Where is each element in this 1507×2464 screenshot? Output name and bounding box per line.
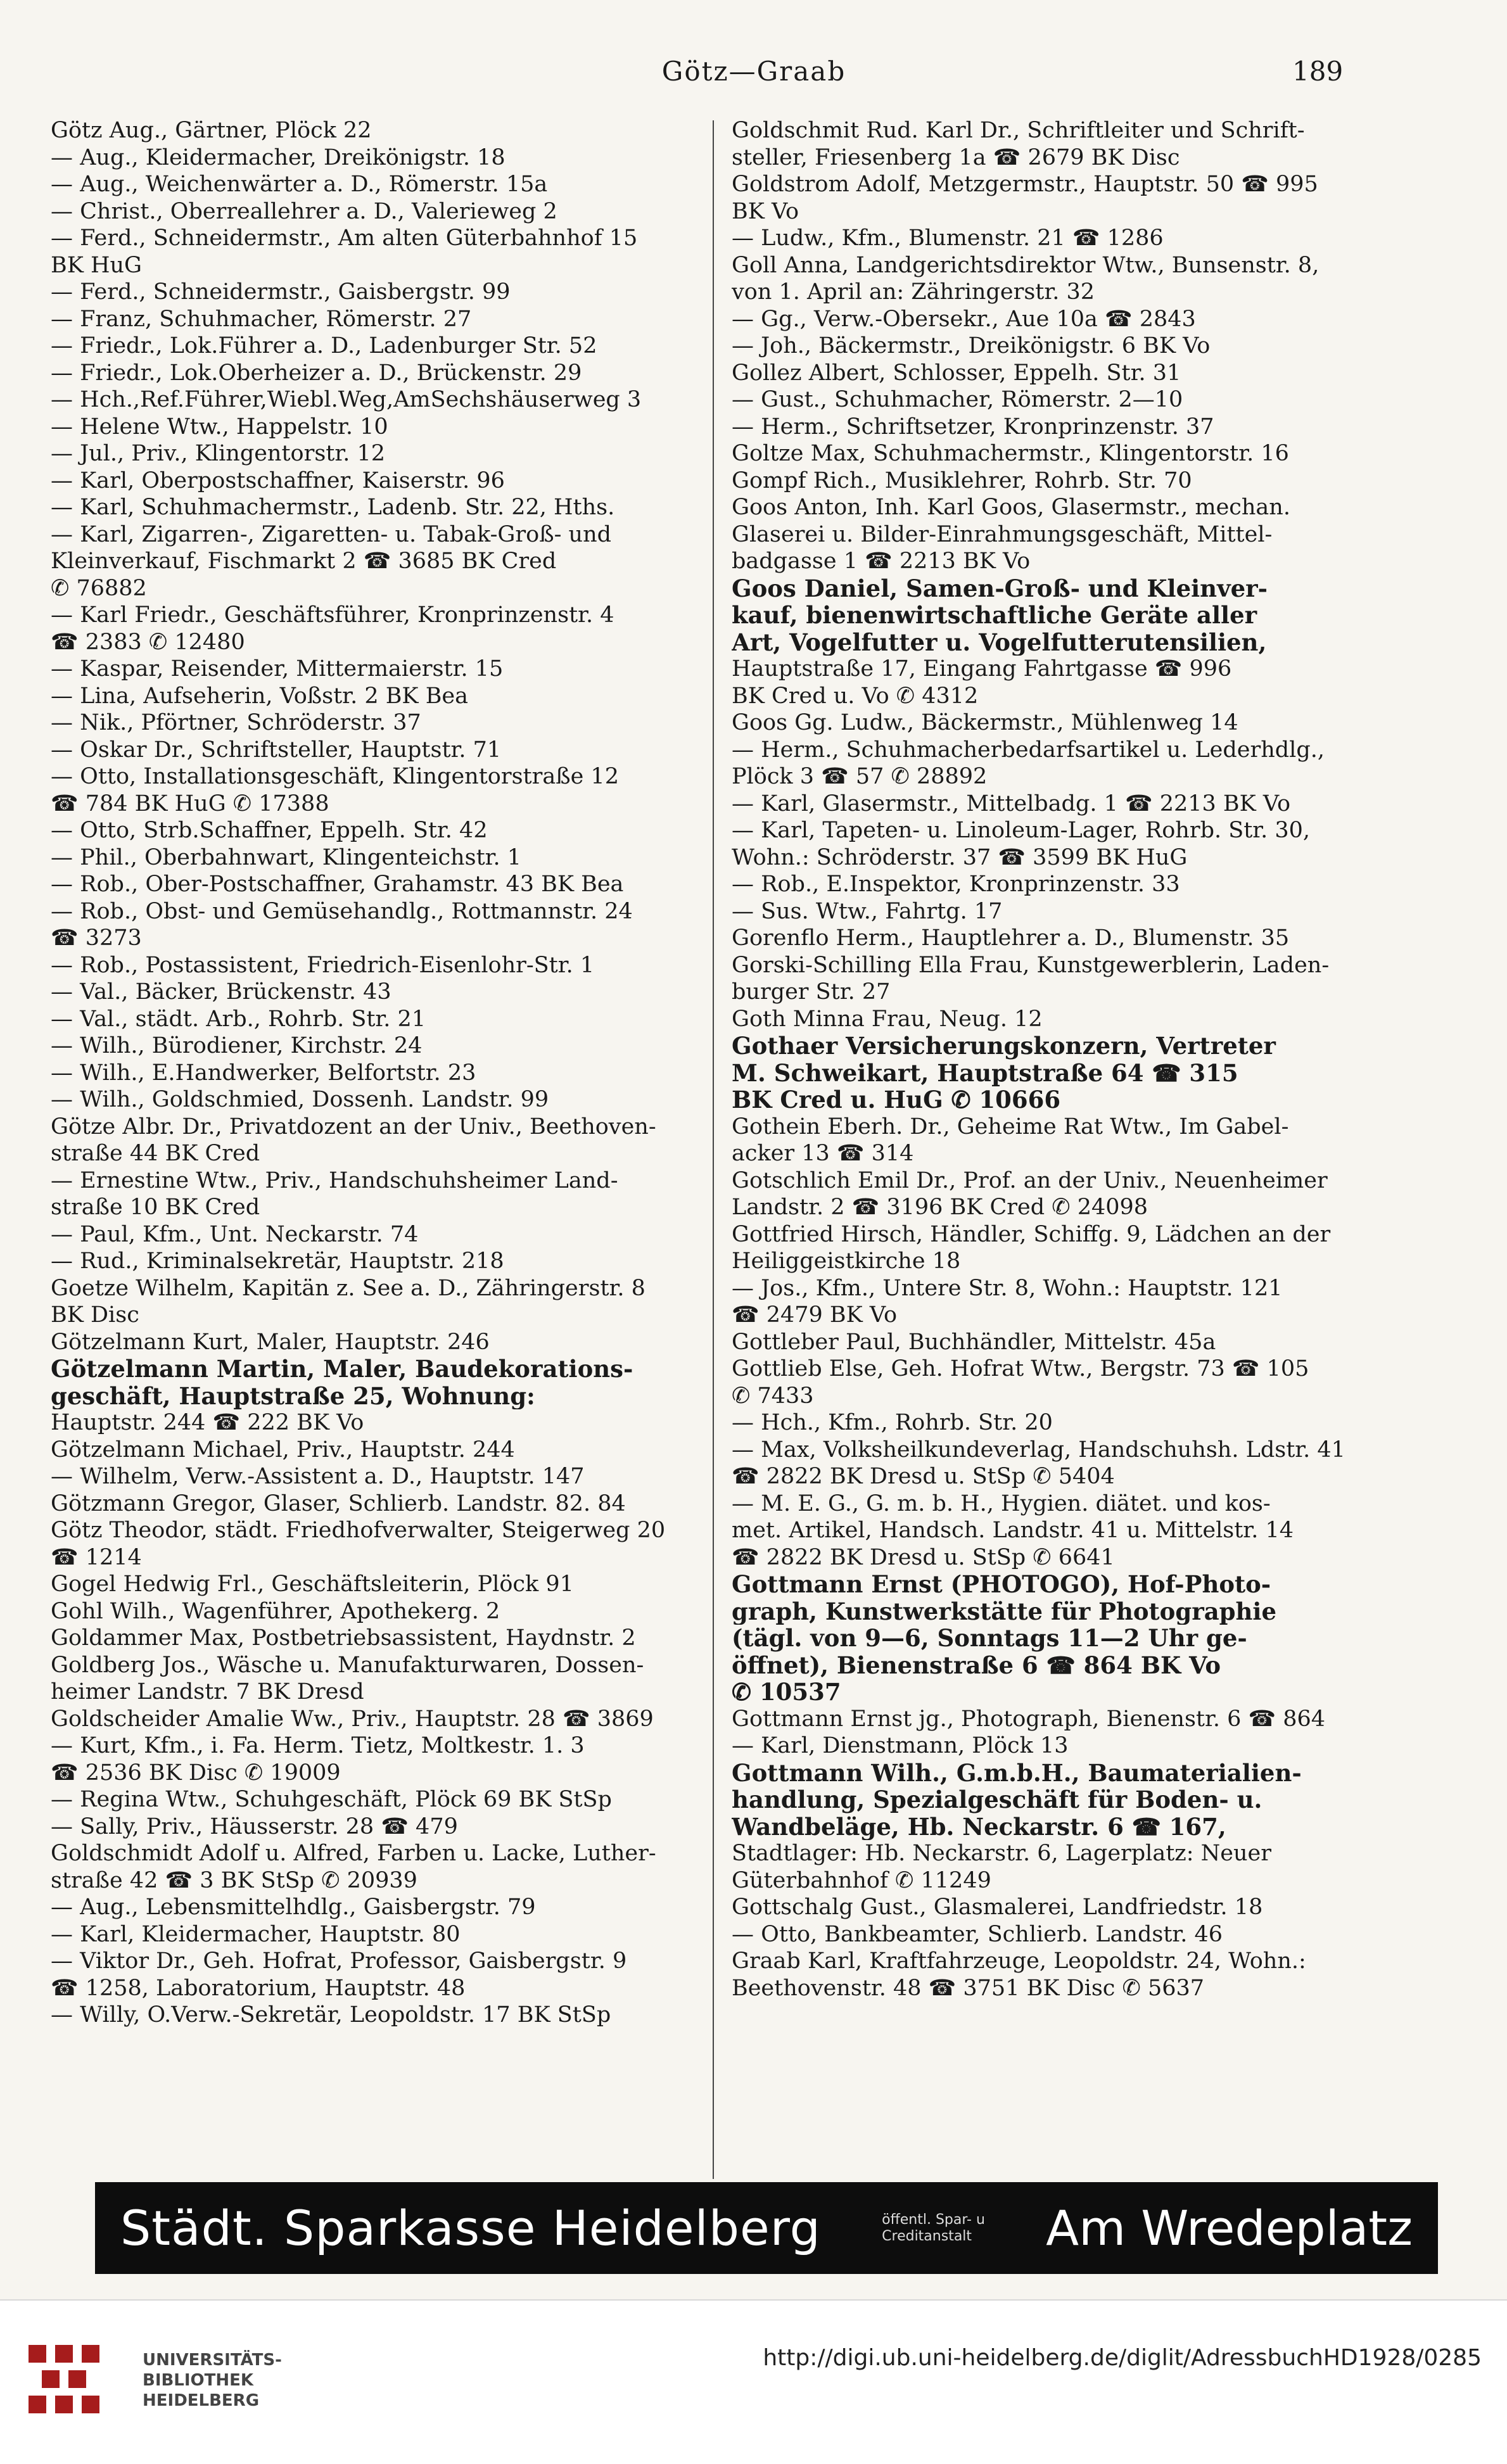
directory-entry-line: — Ludw., Kfm., Blumenstr. 21 ☎ 1286	[732, 225, 1164, 251]
directory-entry-line: Gollez Albert, Schlosser, Eppelh. Str. 31	[732, 360, 1181, 386]
directory-entry-line: Goos Daniel, Samen-Groß- und Kleinver-	[732, 575, 1268, 602]
directory-entry-line: — Otto, Strb.Schaffner, Eppelh. Str. 42	[51, 818, 488, 843]
directory-entry-line: ☎ 2536 BK Disc ✆ 19009	[51, 1760, 341, 1786]
directory-entry-line: — Hch.,Ref.Führer,Wiebl.Weg,AmSechshäuserweg 3	[51, 387, 642, 412]
directory-entry-line: ☎ 1258, Laboratorium, Hauptstr. 48	[51, 1975, 466, 2001]
directory-entry-line: Götz Theodor, städt. Friedhofverwalter, Steigerweg 20	[51, 1518, 666, 1543]
directory-entry-line: Gorenflo Herm., Hauptlehrer a. D., Blumenstr. 35	[732, 925, 1290, 951]
directory-entry-line: Goos Gg. Ludw., Bäckermstr., Mühlenweg 14	[732, 710, 1238, 735]
directory-entry-line: straße 44 BK Cred	[51, 1141, 260, 1166]
directory-entry-line: — Friedr., Lok.Führer a. D., Ladenburger Str. 52	[51, 333, 597, 359]
directory-entry-line: Goldstrom Adolf, Metzgermstr., Hauptstr. 50 ☎ 995	[732, 172, 1318, 197]
right-column	[732, 117, 1428, 2176]
directory-entry-line: — M. E. G., G. m. b. H., Hygien. diätet. und kos-	[732, 1490, 1271, 1516]
directory-entry-line: — Jos., Kfm., Untere Str. 8, Wohn.: Hauptstr. 121	[732, 1275, 1283, 1301]
directory-entry-line: Goltze Max, Schuhmachermstr., Klingentorstr. 16	[732, 441, 1289, 466]
directory-entry-line: — Rob., E.Inspektor, Kronprinzenstr. 33	[732, 872, 1180, 897]
page-number: 189	[1292, 56, 1344, 87]
page-header-title: Götz—Graab	[661, 56, 846, 87]
directory-entry-line: — Wilh., Bürodiener, Kirchstr. 24	[51, 1033, 423, 1058]
directory-entry-line: — Oskar Dr., Schriftsteller, Hauptstr. 71	[51, 737, 502, 763]
directory-entry-line: Goll Anna, Landgerichtsdirektor Wtw., Bunsenstr. 8,	[732, 252, 1319, 278]
directory-entry-line: graph, Kunstwerkstätte für Photographie	[732, 1597, 1277, 1625]
directory-entry-line: acker 13 ☎ 314	[732, 1141, 914, 1166]
left-column	[51, 117, 722, 2176]
directory-entry-line: ☎ 2383 ✆ 12480	[51, 629, 245, 655]
viewer-footer	[0, 2299, 1507, 2464]
directory-entry-line: — Regina Wtw., Schuhgeschäft, Plöck 69 BK StSp	[51, 1787, 612, 1812]
library-name-line1: UNIVERSITÄTS-	[143, 2351, 282, 2370]
directory-entry-line: ☎ 2822 BK Dresd u. StSp ✆ 5404	[732, 1464, 1115, 1489]
directory-entry-line: geschäft, Hauptstraße 25, Wohnung:	[51, 1382, 535, 1409]
directory-entry-line: — Kurt, Kfm., i. Fa. Herm. Tietz, Moltkestr. 1. 3	[51, 1733, 585, 1758]
directory-entry-line: Landstr. 2 ☎ 3196 BK Cred ✆ 24098	[732, 1195, 1148, 1220]
sparkasse-advert-banner	[95, 2182, 1438, 2274]
directory-entry-line: Götzmann Gregor, Glaser, Schlierb. Landstr. 82. 84	[51, 1490, 626, 1516]
directory-entry-line: — Jul., Priv., Klingentorstr. 12	[51, 441, 386, 466]
directory-entry-line: Götzelmann Michael, Priv., Hauptstr. 244	[51, 1437, 515, 1463]
directory-entry-line: — Helene Wtw., Happelstr. 10	[51, 414, 388, 440]
directory-entry-line: Gottmann Ernst jg., Photograph, Bienenstr. 6 ☎ 864	[732, 1706, 1326, 1732]
directory-entry-line: — Willy, O.Verw.-Sekretär, Leopoldstr. 17 BK StSp	[51, 2002, 611, 2028]
directory-entry-line: met. Artikel, Handsch. Landstr. 41 u. Mittelstr. 14	[732, 1518, 1294, 1543]
library-name-line3: HEIDELBERG	[143, 2391, 260, 2410]
directory-entry-line: Gottmann Ernst (PHOTOGO), Hof-Photo-	[732, 1571, 1271, 1598]
directory-entry-line: — Wilh., Goldschmied, Dossenh. Landstr. 99	[51, 1087, 549, 1112]
directory-entry-line: ✆ 10537	[732, 1679, 841, 1706]
directory-entry-line: Götze Albr. Dr., Privatdozent an der Univ., Beethoven-	[51, 1114, 656, 1140]
advert-subtitle-line1: öffentl. Spar- u	[882, 2211, 985, 2228]
directory-entry-line: — Joh., Bäckermstr., Dreikönigstr. 6 BK Vo	[732, 333, 1211, 359]
directory-entry-line: Gohl Wilh., Wagenführer, Apothekerg. 2	[51, 1598, 500, 1624]
directory-entry-line: — Rob., Postassistent, Friedrich-Eisenlohr-Str. 1	[51, 952, 595, 978]
directory-entry-line: BK HuG	[51, 252, 143, 278]
directory-entry-line: ☎ 784 BK HuG ✆ 17388	[51, 791, 329, 816]
directory-entry-line: — Aug., Lebensmittelhdlg., Gaisbergstr. 79	[51, 1895, 536, 1920]
advert-subtitle	[882, 2212, 985, 2245]
directory-entry-line: Gorski-Schilling Ella Frau, Kunstgewerblerin, Laden-	[732, 952, 1330, 978]
directory-entry-line: Gottfried Hirsch, Händler, Schiffg. 9, Lädchen an der	[732, 1221, 1331, 1247]
directory-entry-line: Gottmann Wilh., G.m.b.H., Baumaterialien-	[732, 1759, 1302, 1786]
directory-entry-line: steller, Friesenberg 1a ☎ 2679 BK Disc	[732, 144, 1180, 170]
directory-entry-line: — Aug., Weichenwärter a. D., Römerstr. 15a	[51, 172, 548, 197]
directory-entry-line: — Ferd., Schneidermstr., Gaisbergstr. 99	[51, 279, 511, 305]
directory-entry-line: — Wilh., E.Handwerker, Belfortstr. 23	[51, 1060, 476, 1086]
directory-entry-line: handlung, Spezialgeschäft für Boden- u.	[732, 1786, 1262, 1813]
directory-entry-line: — Viktor Dr., Geh. Hofrat, Professor, Gaisbergstr. 9	[51, 1948, 627, 1974]
directory-entry-line: — Otto, Bankbeamter, Schlierb. Landstr. 46	[732, 1921, 1223, 1947]
directory-entry-line: straße 42 ☎ 3 BK StSp ✆ 20939	[51, 1867, 417, 1893]
library-name-line2: BIBLIOTHEK	[143, 2371, 254, 2390]
directory-entry-line: — Herm., Schuhmacherbedarfsartikel u. Lederhdlg.,	[732, 737, 1325, 763]
directory-entry-line: — Karl, Tapeten- u. Linoleum-Lager, Rohrb. Str. 30,	[732, 818, 1311, 843]
directory-entry-line: Kleinverkauf, Fischmarkt 2 ☎ 3685 BK Cred	[51, 549, 557, 574]
directory-entry-line: — Karl, Schuhmachermstr., Ladenb. Str. 22, Hths.	[51, 495, 615, 520]
column-divider	[713, 120, 714, 2179]
directory-entry-line: Gothein Eberh. Dr., Geheime Rat Wtw., Im Gabel-	[732, 1114, 1289, 1140]
directory-entry-line: Goth Minna Frau, Neug. 12	[732, 1006, 1043, 1032]
directory-entry-line: Hauptstraße 17, Eingang Fahrtgasse ☎ 996	[732, 656, 1232, 682]
directory-entry-line: ✆ 76882	[51, 575, 147, 601]
directory-entry-line: ☎ 2479 BK Vo	[732, 1302, 898, 1328]
directory-entry-line: (tägl. von 9—6, Sonntags 11—2 Uhr ge-	[732, 1625, 1247, 1652]
directory-entry-line: Goldammer Max, Postbetriebsassistent, Haydnstr. 2	[51, 1625, 636, 1651]
directory-entry-line: — Friedr., Lok.Oberheizer a. D., Brückenstr. 29	[51, 360, 582, 386]
directory-entry-line: — Ferd., Schneidermstr., Am alten Güterbahnhof 15	[51, 225, 638, 251]
directory-entry-line: Gogel Hedwig Frl., Geschäftsleiterin, Plöck 91	[51, 1572, 574, 1597]
directory-entry-line: Goos Anton, Inh. Karl Goos, Glasermstr., mechan.	[732, 495, 1290, 520]
directory-entry-line: — Karl, Oberpostschaffner, Kaiserstr. 96	[51, 467, 505, 493]
directory-entry-line: — Nik., Pförtner, Schröderstr. 37	[51, 710, 421, 735]
directory-entry-line: — Ernestine Wtw., Priv., Handschuhsheimer Land-	[51, 1167, 618, 1193]
directory-entry-line: — Karl Friedr., Geschäftsführer, Kronprinzenstr. 4	[51, 602, 614, 628]
library-name	[143, 2350, 282, 2411]
directory-entry-line: — Karl, Glasermstr., Mittelbadg. 1 ☎ 2213 BK Vo	[732, 791, 1291, 816]
directory-entry-line: ✆ 7433	[732, 1383, 814, 1409]
directory-entry-line: von 1. April an: Zähringerstr. 32	[732, 279, 1095, 305]
directory-entry-line: — Aug., Kleidermacher, Dreikönigstr. 18	[51, 144, 506, 170]
directory-entry-line: Gothaer Versicherungskonzern, Vertreter	[732, 1032, 1276, 1060]
directory-entry-line: — Otto, Installationsgeschäft, Klingentorstraße 12	[51, 764, 619, 789]
directory-entry-line: — Karl, Dienstmann, Plöck 13	[732, 1733, 1069, 1758]
directory-entry-line: öffnet), Bienenstraße 6 ☎ 864 BK Vo	[732, 1651, 1221, 1679]
directory-entry-line: Goldschmit Rud. Karl Dr., Schriftleiter und Schrift-	[732, 118, 1305, 143]
directory-entry-line: — Wilhelm, Verw.-Assistent a. D., Hauptstr. 147	[51, 1464, 585, 1489]
directory-entry-line: Goetze Wilhelm, Kapitän z. See a. D., Zähringerstr. 8	[51, 1275, 645, 1301]
directory-entry-line: Götz Aug., Gärtner, Plöck 22	[51, 118, 372, 143]
directory-entry-line: — Franz, Schuhmacher, Römerstr. 27	[51, 306, 472, 332]
directory-entry-line: — Christ., Oberreallehrer a. D., Valerieweg 2	[51, 198, 557, 224]
directory-entry-line: Güterbahnhof ✆ 11249	[732, 1867, 991, 1893]
directory-entry-line: kauf, bienenwirtschaftliche Geräte aller	[732, 602, 1257, 629]
directory-entry-line: Gottleber Paul, Buchhändler, Mittelstr. 45a	[732, 1329, 1216, 1355]
directory-entry-line: BK Disc	[51, 1302, 139, 1328]
directory-entry-line: — Val., städt. Arb., Rohrb. Str. 21	[51, 1006, 426, 1032]
directory-entry-line: — Max, Volksheilkundeverlag, Handschuhsh. Ldstr. 41	[732, 1437, 1345, 1463]
directory-entry-line: — Paul, Kfm., Unt. Neckarstr. 74	[51, 1221, 419, 1247]
directory-entry-line: ☎ 2822 BK Dresd u. StSp ✆ 6641	[732, 1544, 1115, 1570]
directory-entry-line: — Gust., Schuhmacher, Römerstr. 2—10	[732, 387, 1183, 412]
advert-address: Am Wredeplatz	[1046, 2200, 1413, 2256]
directory-entry-line: Goldberg Jos., Wäsche u. Manufakturwaren, Dossen-	[51, 1652, 644, 1678]
directory-entry-line: heimer Landstr. 7 BK Dresd	[51, 1679, 364, 1705]
directory-entry-line: Graab Karl, Kraftfahrzeuge, Leopoldstr. 24, Wohn.:	[732, 1948, 1306, 1974]
directory-entry-line: Hauptstr. 244 ☎ 222 BK Vo	[51, 1410, 364, 1435]
directory-entry-line: Gotschlich Emil Dr., Prof. an der Univ., Neuenheimer	[732, 1167, 1328, 1193]
directory-entry-line: Götzelmann Martin, Maler, Baudekorations-	[51, 1356, 633, 1383]
directory-entry-line: ☎ 1214	[51, 1544, 142, 1570]
directory-entry-line: Gottlieb Else, Geh. Hofrat Wtw., Bergstr. 73 ☎ 105	[732, 1356, 1309, 1381]
directory-entry-line: Goldschmidt Adolf u. Alfred, Farben u. Lacke, Luther-	[51, 1841, 656, 1866]
directory-entry-line: — Val., Bäcker, Brückenstr. 43	[51, 979, 391, 1005]
advert-subtitle-line2: Creditanstalt	[882, 2228, 972, 2244]
directory-entry-line: straße 10 BK Cred	[51, 1195, 260, 1220]
directory-entry-line: — Herm., Schriftsetzer, Kronprinzenstr. 37	[732, 414, 1214, 440]
directory-entry-line: BK Cred u. HuG ✆ 10666	[732, 1086, 1061, 1114]
directory-entry-line: Art, Vogelfutter u. Vogelfutterutensilien,	[732, 628, 1267, 656]
university-library-logo-icon	[16, 2332, 130, 2434]
directory-entry-line: — Rob., Ober-Postschaffner, Grahamstr. 43 BK Bea	[51, 872, 624, 897]
directory-entry-line: Gottschalg Gust., Glasmalerei, Landfriedstr. 18	[732, 1895, 1263, 1920]
directory-entry-line: burger Str. 27	[732, 979, 891, 1005]
directory-entry-line: badgasse 1 ☎ 2213 BK Vo	[732, 549, 1031, 574]
advert-name: Städt. Sparkasse Heidelberg	[120, 2200, 821, 2256]
directory-entry-line: Stadtlager: Hb. Neckarstr. 6, Lagerplatz: Neuer	[732, 1841, 1271, 1866]
directory-entry-line: ☎ 3273	[51, 925, 142, 951]
directory-entry-line: — Sally, Priv., Häusserstr. 28 ☎ 479	[51, 1813, 458, 1839]
directory-entry-line: Wandbeläge, Hb. Neckarstr. 6 ☎ 167,	[732, 1813, 1226, 1840]
directory-entry-line: Plöck 3 ☎ 57 ✆ 28892	[732, 764, 988, 789]
directory-entry-line: — Phil., Oberbahnwart, Klingenteichstr. 1	[51, 844, 522, 870]
directory-entry-line: M. Schweikart, Hauptstraße 64 ☎ 315	[732, 1059, 1238, 1086]
source-url-link[interactable]: http://digi.ub.uni-heidelberg.de/diglit/AdressbuchHD1928/0285	[763, 2345, 1482, 2371]
directory-entry-line: — Karl, Kleidermacher, Hauptstr. 80	[51, 1921, 461, 1947]
directory-entry-line: Götzelmann Kurt, Maler, Hauptstr. 246	[51, 1329, 490, 1355]
directory-entry-line: — Karl, Zigarren-, Zigaretten- u. Tabak-Groß- und	[51, 521, 612, 547]
directory-entry-line: — Lina, Aufseherin, Voßstr. 2 BK Bea	[51, 683, 469, 709]
directory-entry-line: Beethovenstr. 48 ☎ 3751 BK Disc ✆ 5637	[732, 1975, 1205, 2001]
directory-entry-line: BK Cred u. Vo ✆ 4312	[732, 683, 979, 709]
directory-entry-line: Gompf Rich., Musiklehrer, Rohrb. Str. 70	[732, 467, 1192, 493]
directory-entry-line: BK Vo	[732, 198, 799, 224]
directory-entry-line: — Gg., Verw.-Obersekr., Aue 10a ☎ 2843	[732, 306, 1196, 332]
directory-entry-line: Heiliggeistkirche 18	[732, 1248, 961, 1274]
directory-entry-line: — Hch., Kfm., Rohrb. Str. 20	[732, 1410, 1053, 1435]
directory-entry-line: Goldscheider Amalie Ww., Priv., Hauptstr. 28 ☎ 3869	[51, 1706, 654, 1732]
directory-entry-line: Wohn.: Schröderstr. 37 ☎ 3599 BK HuG	[732, 844, 1188, 870]
directory-entry-line: — Rob., Obst- und Gemüsehandlg., Rottmannstr. 24	[51, 898, 633, 924]
directory-entry-line: Glaserei u. Bilder-Einrahmungsgeschäft, Mittel-	[732, 521, 1273, 547]
directory-entry-line: — Sus. Wtw., Fahrtg. 17	[732, 898, 1003, 924]
directory-entry-line: — Rud., Kriminalsekretär, Hauptstr. 218	[51, 1248, 504, 1274]
directory-entry-line: — Kaspar, Reisender, Mittermaierstr. 15	[51, 656, 504, 682]
